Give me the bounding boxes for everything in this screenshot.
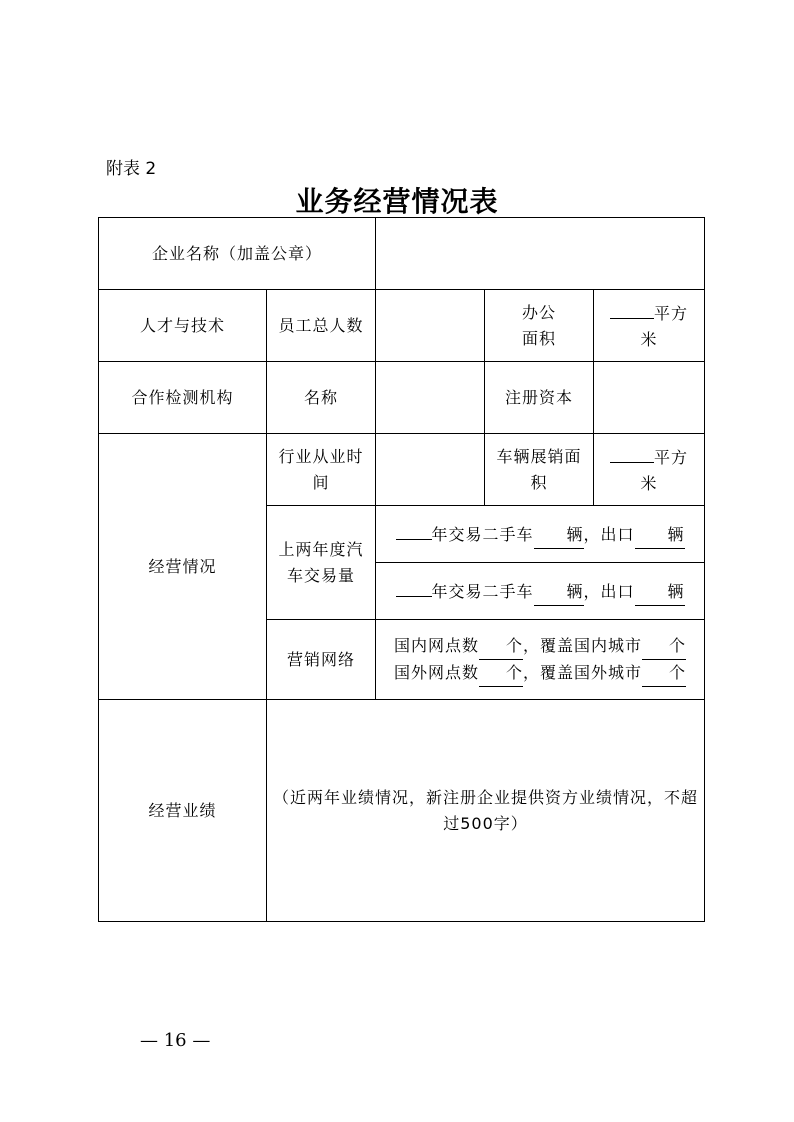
operation-label: 经营情况: [99, 434, 267, 700]
trade-volume-label-line1: 上两年度汽: [278, 539, 364, 559]
page-title: 业务经营情况表: [295, 185, 499, 218]
year-blank[interactable]: [396, 519, 432, 540]
office-area-field[interactable]: [594, 290, 705, 362]
employees-label: 员工总人数: [267, 290, 376, 362]
showroom-area-unit-line1: 平方: [654, 448, 689, 467]
registered-capital-label: 注册资本: [485, 362, 594, 434]
partner-label: 合作检测机构: [99, 362, 267, 434]
talent-label: 人才与技术: [99, 290, 267, 362]
business-form-table: [98, 217, 705, 922]
trade-count-blank[interactable]: 辆: [534, 522, 584, 549]
showroom-area-label-line2: 积: [530, 472, 548, 492]
showroom-area-blank[interactable]: [610, 442, 654, 463]
year-blank[interactable]: [396, 576, 432, 597]
attachment-label: 附表 2: [106, 159, 157, 179]
showroom-area-label: [485, 434, 594, 506]
sales-network-field: 国内网点数 个，覆盖国内城市 个 国外网点数 个，覆盖国外城市 个: [376, 620, 705, 700]
partner-name-field[interactable]: [376, 362, 485, 434]
export-count-blank[interactable]: 辆: [635, 522, 685, 549]
company-name-field[interactable]: [376, 218, 705, 290]
export-count-blank[interactable]: 辆: [635, 579, 685, 606]
table-row: [99, 218, 705, 290]
showroom-area-field[interactable]: [594, 434, 705, 506]
office-area-label-line2: 面积: [522, 328, 557, 348]
industry-years-label-line2: 间: [312, 472, 330, 492]
domestic-cities-blank[interactable]: 个: [642, 633, 686, 660]
trade-count-blank[interactable]: 辆: [534, 579, 584, 606]
table-row: [99, 290, 705, 362]
trade-volume-label: [267, 506, 376, 620]
trade-volume-line-2: 年交易二手车 辆，出口 辆: [376, 563, 705, 620]
industry-years-field[interactable]: [376, 434, 485, 506]
partner-name-label: 名称: [267, 362, 376, 434]
showroom-area-unit-line2: 米: [640, 474, 658, 493]
showroom-area-label-line1: 车辆展销面: [496, 446, 582, 466]
industry-years-label: [267, 434, 376, 506]
page-number: — 16 —: [140, 1030, 211, 1051]
table-row: [99, 700, 705, 922]
office-area-label-line1: 办公: [522, 302, 557, 322]
foreign-outlets-blank[interactable]: 个: [479, 660, 523, 687]
table-row: [99, 434, 705, 506]
performance-field[interactable]: （近两年业绩情况，新注册企业提供资方业绩情况，不超过500字）: [267, 700, 705, 922]
foreign-cities-blank[interactable]: 个: [642, 660, 686, 687]
registered-capital-field[interactable]: [594, 362, 705, 434]
industry-years-label-line1: 行业从业时: [278, 446, 364, 466]
table-row: [99, 362, 705, 434]
office-area-label: [485, 290, 594, 362]
office-area-blank[interactable]: [610, 298, 654, 319]
performance-label: 经营业绩: [99, 700, 267, 922]
office-area-unit-line2: 米: [640, 330, 658, 349]
office-area-unit-line1: 平方: [654, 304, 689, 323]
company-name-label: 企业名称（加盖公章）: [99, 218, 376, 290]
trade-volume-label-line2: 车交易量: [287, 565, 356, 585]
trade-volume-line-1: 年交易二手车 辆，出口 辆: [376, 506, 705, 563]
employees-field[interactable]: [376, 290, 485, 362]
domestic-outlets-blank[interactable]: 个: [479, 633, 523, 660]
sales-network-label: 营销网络: [267, 620, 376, 700]
